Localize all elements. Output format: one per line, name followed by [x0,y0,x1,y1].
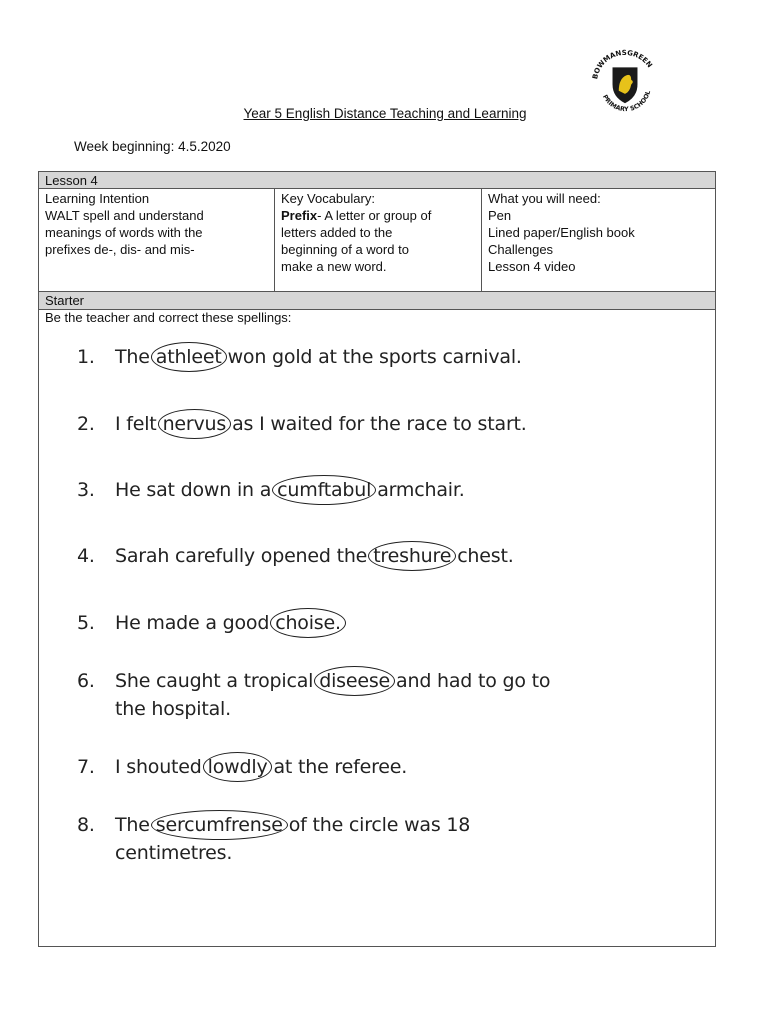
intention-line: WALT spell and understand [45,208,204,223]
learning-intention-heading: Learning Intention [45,191,150,206]
intention-line: meanings of words with the [45,225,203,240]
sentence-text: chest. [457,545,514,567]
misspelled-word: diseese [314,666,395,696]
misspelled-word: treshure [368,541,456,571]
misspelled-word: lowdly [203,752,273,782]
vocabulary-term: Prefix [281,208,318,223]
key-vocabulary-cell [275,189,482,291]
sentence-item [77,475,697,505]
need-item: Lined paper/English book [488,225,635,240]
sentence-text: I felt [115,413,157,435]
sentence-number: 4. [77,545,95,567]
sentence-item [77,342,697,372]
misspelled-word: nervus [158,409,232,439]
vocabulary-definition: letters added to the [281,225,393,240]
lesson-sheet [38,171,716,947]
need-item: Pen [488,208,512,223]
vocabulary-definition: make a new word. [281,259,387,274]
document-title: Year 5 English Distance Teaching and Learning [243,106,527,121]
sentence-item [77,810,697,864]
misspelled-word: sercumfrense [151,810,288,840]
sentence-text: The [115,814,150,836]
sentence-text: Sarah carefully opened the [115,545,368,567]
misspelled-word: athleet [151,342,227,372]
sentence-number: 3. [77,479,95,501]
sentence-text: at the referee. [273,756,408,778]
sentence-item [77,752,697,782]
vocabulary-definition: - A letter or group of [317,208,432,223]
svg-text:BOWMANSGREEN: BOWMANSGREEN [590,47,655,80]
sentence-continuation: the hospital. [115,698,231,720]
sentence-number: 1. [77,346,95,368]
intention-line: prefixes de-, dis- and mis- [45,242,195,257]
sentence-item [77,608,697,638]
sentence-text: as I waited for the race to start. [232,413,527,435]
sentence-item [77,409,697,439]
svg-text:PRIMARY SCHOOL: PRIMARY SCHOOL [601,89,653,114]
need-item: Challenges [488,242,554,257]
sentence-text: and had to go to [396,670,551,692]
sentence-text: He sat down in a [115,479,272,501]
starter-label: Starter [39,291,715,310]
sentence-continuation: centimetres. [115,842,233,864]
sentence-text: I shouted [115,756,202,778]
learning-intention-cell [39,189,275,291]
lesson-label: Lesson 4 [39,172,715,189]
starter-instruction: Be the teacher and correct these spellings: [45,310,292,325]
what-you-need-cell [482,189,715,291]
key-vocabulary-heading: Key Vocabulary: [281,191,375,206]
what-you-need-heading: What you will need: [488,191,601,206]
sentence-text: The [115,346,150,368]
sentence-item [77,666,697,720]
sentence-text: She caught a tropical [115,670,314,692]
sentence-number: 8. [77,814,95,836]
sentence-text: armchair. [377,479,465,501]
vocabulary-definition: beginning of a word to [281,242,409,257]
sentence-number: 6. [77,670,95,692]
misspelled-word: choise. [270,608,346,638]
sentence-text: of the circle was 18 [288,814,471,836]
sentence-number: 2. [77,413,95,435]
need-item: Lesson 4 video [488,259,576,274]
misspelled-word: cumftabul [272,475,376,505]
sentence-text: won gold at the sports carnival. [227,346,522,368]
sentence-number: 7. [77,756,95,778]
sentence-number: 5. [77,612,95,634]
sentence-item [77,541,697,571]
week-beginning: Week beginning: 4.5.2020 [74,139,231,154]
sentence-text: He made a good [115,612,270,634]
